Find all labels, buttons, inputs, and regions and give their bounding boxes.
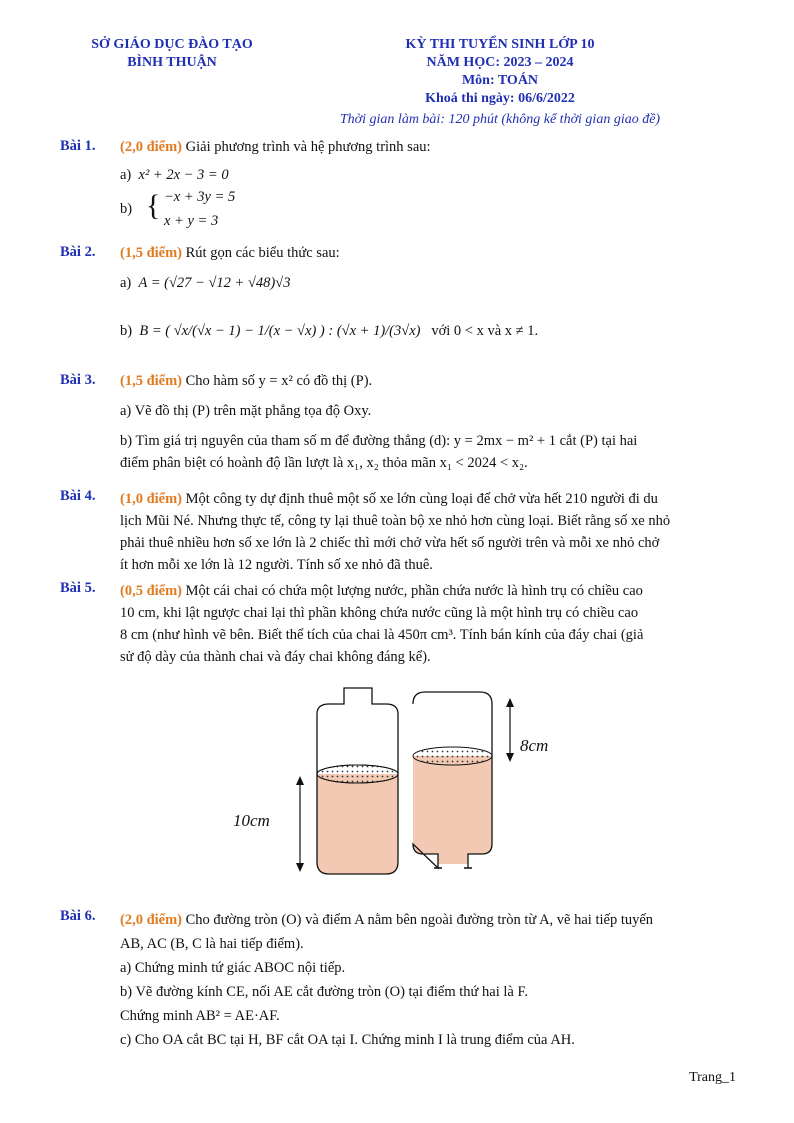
problem-2b-expression: B = ( √x/(√x − 1) − 1/(x − √x) ) : (√x + 1)/(3√x) [139, 323, 421, 339]
problem-2-text: Rút gọn các biểu thức sau: [185, 245, 340, 261]
height-arrow-10 [296, 776, 304, 872]
problem-6-label: Bài 6. [60, 908, 96, 924]
problem-2b [120, 322, 538, 340]
problem-4-text [120, 488, 736, 576]
problem-1a-prefix: a) [120, 167, 132, 183]
problem-1b-eq1: −x + 3y = 5 [164, 189, 236, 205]
problem-3-points: (1,5 điểm) [120, 373, 183, 389]
problem-6a: a) Chứng minh tứ giác ABOC nội tiếp. [120, 960, 346, 976]
problem-2b-condition: với 0 < x và x ≠ 1. [431, 323, 539, 339]
problem-1a [120, 166, 229, 184]
bottle-figure [220, 684, 580, 884]
problem-3-intro [120, 372, 372, 390]
problem-6-text [120, 908, 736, 1052]
water-right [413, 756, 492, 864]
label-8cm: 8cm [520, 736, 549, 755]
problem-1-label: Bài 1. [60, 138, 96, 154]
bottle-upright [317, 688, 398, 874]
problem-3b [120, 430, 736, 474]
problem-2a-prefix: a) [120, 275, 132, 291]
problem-4-points: (1,0 điểm) [120, 491, 183, 507]
problem-3a: a) Vẽ đồ thị (P) trên mặt phẳng tọa độ Oxy. [120, 403, 372, 419]
problem-4-line4: ít hơn mỗi xe lớn là 12 người. Tính số xe nhỏ đã thuê. [120, 557, 433, 573]
problem-5-points: (0,5 điểm) [120, 583, 183, 599]
problem-1-points: (2,0 điểm) [120, 139, 183, 155]
header-right [300, 36, 700, 108]
problem-1-text: Giải phương trình và hệ phương trình sau: [185, 139, 431, 155]
exam-date: Khoá thi ngày: 06/6/2022 [425, 91, 575, 106]
problem-5-label: Bài 5. [60, 580, 96, 596]
problem-4-label: Bài 4. [60, 488, 96, 504]
label-10cm: 10cm [233, 811, 270, 830]
problem-6b: b) Vẽ đường kính CE, nối AE cắt đường tròn (O) tại điểm thứ hai là F. [120, 984, 528, 1000]
problem-2b-prefix: b) [120, 323, 133, 339]
system-brace: { [146, 189, 161, 222]
problem-2a-expression: A = (√27 − √12 + √48)√3 [138, 275, 291, 291]
school-year: NĂM HỌC: 2023 – 2024 [426, 55, 574, 70]
problem-2a [120, 274, 290, 292]
water-left [317, 774, 398, 874]
problem-5-line3: 8 cm (như hình vẽ bên. Biết thể tích của chai là 450π cm³. Tính bán kính của đáy chai (giả [120, 627, 644, 643]
problem-1-intro [120, 138, 431, 156]
time-note: Thời gian làm bài: 120 phút (không kể thời gian giao đề) [339, 112, 661, 127]
problem-6-points: (2,0 điểm) [120, 912, 183, 928]
problem-6b-proof: Chứng minh AB² = AE·AF. [120, 1008, 280, 1024]
problem-2-intro [120, 244, 340, 262]
problem-6c: c) Cho OA cắt BC tại H, BF cắt OA tại I. Chứng minh I là trung điểm của AH. [120, 1032, 575, 1048]
problem-1b-eq2: x + y = 3 [164, 213, 219, 229]
page-number: Trang_1 [689, 1070, 736, 1085]
problem-5-line2: 10 cm, khi lật ngược chai lại thì phần không chứa nước cũng là một hình trụ có chiều cao [120, 605, 639, 621]
department-name: SỞ GIÁO DỤC ĐÀO TẠO [91, 37, 253, 52]
bottle-inverted [413, 692, 492, 868]
problem-4-line1: Một công ty dự định thuê một số xe lớn cùng loại để chở vừa hết 210 người đi du [185, 491, 658, 507]
problem-1a-equation: x² + 2x − 3 = 0 [138, 167, 229, 183]
problem-3-label: Bài 3. [60, 372, 96, 388]
problem-6-line1: Cho đường tròn (O) và điểm A nằm bên ngoài đường tròn từ A, vẽ hai tiếp tuyến [185, 912, 654, 928]
header-left [72, 36, 272, 72]
problem-2-label: Bài 2. [60, 244, 96, 260]
problem-2-points: (1,5 điểm) [120, 245, 183, 261]
problem-5-line4: sử độ dày của thành chai và đáy chai không đáng kể). [120, 649, 431, 665]
province-name: BÌNH THUẬN [127, 55, 217, 70]
problem-3-text: Cho hàm số y = x² có đồ thị (P). [185, 373, 373, 389]
problem-3b-line1: b) Tìm giá trị nguyên của tham số m để đường thẳng (d): y = 2mx − m² + 1 cắt (P) tại hai [120, 433, 638, 449]
water-surface-right [413, 747, 492, 765]
problem-5-line1: Một cái chai có chứa một lượng nước, phần chứa nước là hình trụ có chiều cao [185, 583, 643, 599]
subject: Môn: TOÁN [461, 73, 539, 88]
exam-title: KỲ THI TUYỂN SINH LỚP 10 [405, 37, 595, 52]
problem-4-line3: phải thuê nhiều hơn số xe lớn là 2 chiếc thì mới chở vừa hết số người trên và mỗi xe nhỏ chở [120, 535, 660, 551]
problem-5-text [120, 580, 736, 668]
height-arrow-8 [506, 698, 514, 762]
problem-4-line2: lịch Mũi Né. Nhưng thực tế, công ty lại thuê toàn bộ xe nhỏ hơn cùng loại. Biết rằng số xe nhỏ [120, 513, 671, 529]
problem-1b-prefix: b) [120, 201, 133, 217]
problem-6-line2: AB, AC (B, C là hai tiếp điểm). [120, 936, 304, 952]
problem-3b-line2: điểm phân biệt có hoành độ lần lượt là x₁, x₂ thỏa mãn x₁ < 2024 < x₂. [120, 455, 528, 471]
